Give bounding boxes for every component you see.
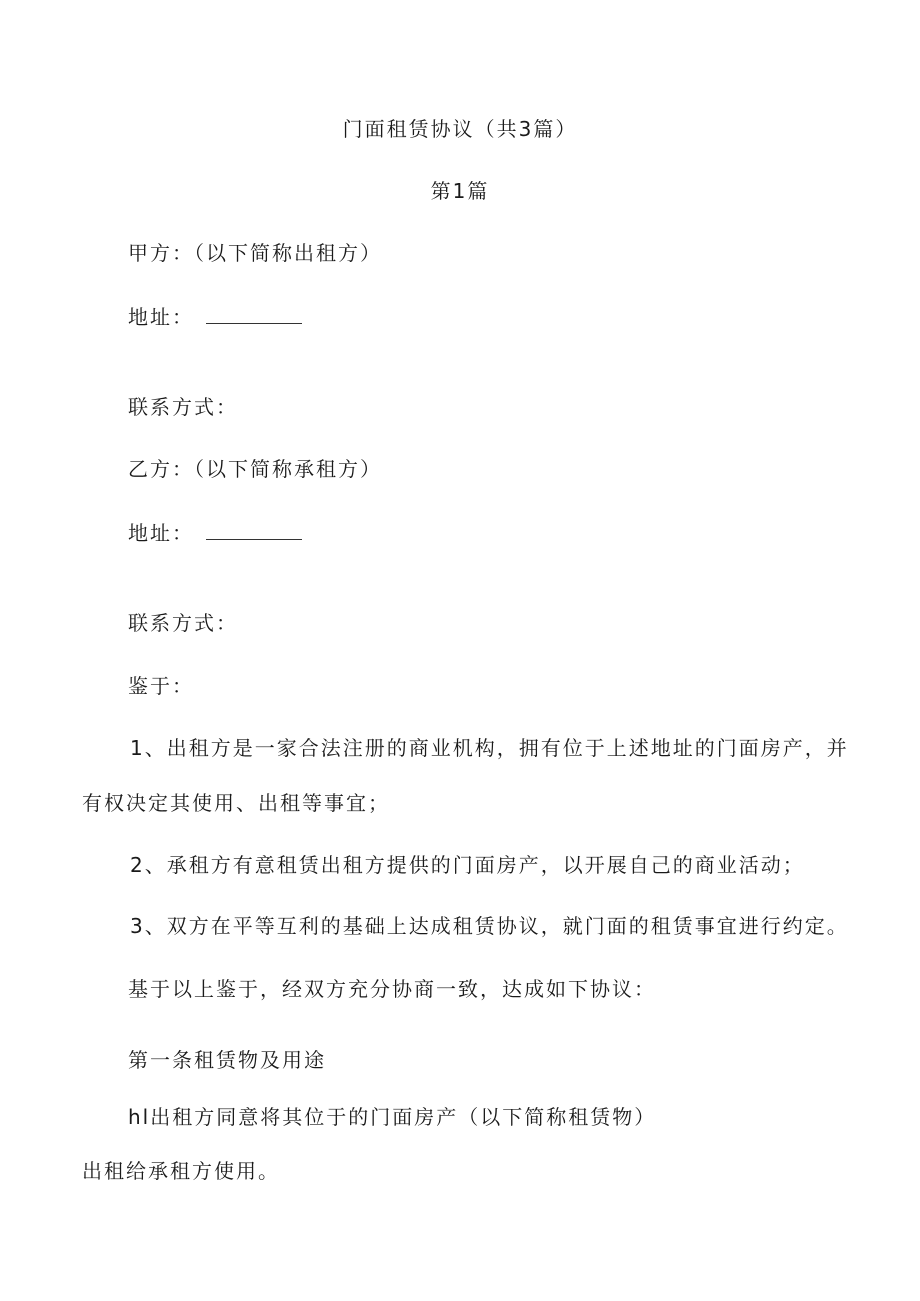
article-1-heading: 第一条租赁物及用途 — [128, 1048, 326, 1072]
recital-1-line-1: 1、出租方是一家合法注册的商业机构，拥有位于上述地址的门面房产，并 — [130, 736, 849, 760]
document-title: 门面租赁协议（共3篇） — [342, 117, 578, 141]
whereas-label: 鉴于： — [128, 674, 194, 698]
article-1-clause-line-2: 出租给承租方使用。 — [82, 1159, 280, 1183]
recital-3: 3、双方在平等互利的基础上达成租赁协议，就门面的租赁事宜进行约定。 — [130, 914, 849, 938]
party-a-address-label: 地址： — [128, 305, 194, 329]
party-a-contact-label: 联系方式： — [128, 395, 238, 419]
article-1-clause-line-1: hl出租方同意将其位于的门面房产（以下简称租赁物） — [128, 1105, 657, 1129]
recital-2: 2、承租方有意租赁出租方提供的门面房产，以开展自己的商业活动； — [130, 853, 805, 877]
party-a-label: 甲方：（以下简称出租方） — [128, 241, 382, 265]
party-b-address-label: 地址： — [128, 521, 194, 545]
recital-1-line-2: 有权决定其使用、出租等事宜； — [82, 791, 390, 815]
party-b-address — [128, 520, 302, 546]
party-b-label: 乙方：（以下简称承租方） — [128, 457, 382, 481]
party-b-contact-label: 联系方式： — [128, 611, 238, 635]
party-a-address-blank — [206, 322, 302, 324]
party-b-address-blank — [206, 538, 302, 540]
chapter-heading: 第1篇 — [430, 179, 490, 203]
agreement-intro: 基于以上鉴于，经双方充分协商一致，达成如下协议： — [128, 977, 656, 1001]
party-a-address — [128, 304, 302, 330]
